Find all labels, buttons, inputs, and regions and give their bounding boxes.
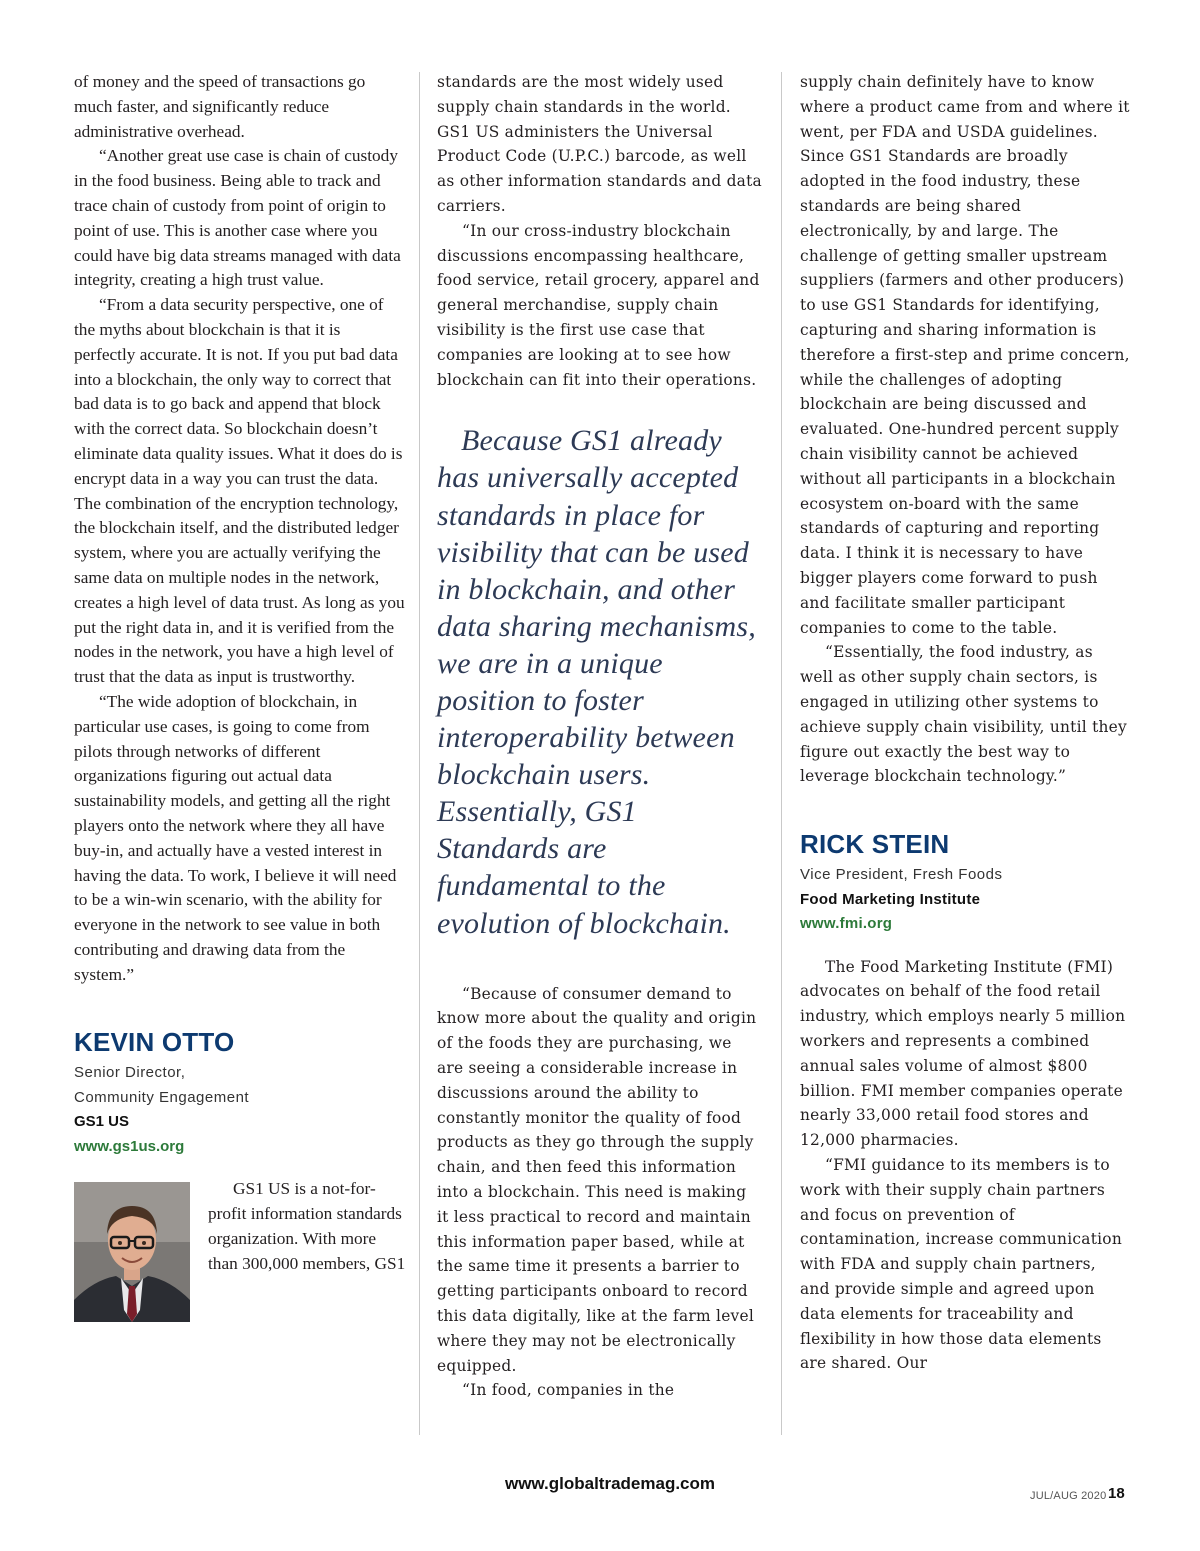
column-divider: [781, 72, 782, 1435]
body-paragraph: “Because of consumer demand to know more about the quality and origin of the foods they are purchasing, we are seeing a considerable increase in discussions around the ability to constantly monitor the quality of food products as they go through the supply chain, and then feed this information into a blockchain. This need is making it less practical to record and maintain this information paper based, while at the same time it presents a barrier to getting participants onboard to record this data digitally, like at the farm level where they may not be electronically equipped.: [437, 984, 757, 1375]
bio-text: “FMI guidance to its members is to work with their supply chain partners and focus on prevention of contamination, increase communication with FDA and supply chain partners, and provide simple and agreed upon data elements for traceability and flexibility in how those data elements are shared. Our: [800, 1155, 1122, 1373]
portrait-photo: [74, 1182, 190, 1322]
portrait-illustration: [74, 1182, 190, 1322]
profile-bio: [74, 1177, 406, 1276]
body-paragraph: “The wide adoption of blockchain, in particular use cases, is going to come from pilots through networks of different organizations figuring out actual data sustainability models, and getting all the right players onto the network where they all have buy-in, and actually have a vested interest in having the data. To work, I believe it will need to be a win-win scenario, with the ability for everyone in the network to see value in both contributing and drawing data from the system.”: [74, 691, 397, 984]
bio-text: The Food Marketing Institute (FMI) advocates on behalf of the food retail industry, which employs nearly 5 million workers and represents a combined annual sales volume of almost $800 billion. FMI member companies operate nearly 33,000 retail food stores and 12,000 pharmacies.: [800, 957, 1126, 1150]
profile-organization: GS1 US: [74, 1113, 130, 1131]
column-2: [437, 70, 763, 1403]
column-divider: [419, 72, 420, 1435]
body-paragraph: “In our cross-industry blockchain discussions encompassing healthcare, food service, retail grocery, apparel and general merchandise, supply chain visibility is the first use case that companies are looking at to see how blockchain can fit into their operations.: [437, 221, 760, 389]
body-paragraph: “In food, companies in the: [462, 1381, 675, 1400]
profile-name: RICK STEIN: [800, 829, 950, 860]
profile-title: Community Engagement: [74, 1088, 250, 1106]
bio-text: GS1 US is a not-for-profit information standards organization. With more than 300,000 members, GS1: [208, 1179, 406, 1273]
pull-quote: [437, 422, 763, 941]
body-paragraph: supply chain definitely have to know where a product came from and where it went, per FDA and USDA guidelines. Since GS1 Standards are broadly adopted in the food industry, these standards are being shared electronically, by and large. The challenge of getting smaller upstream suppliers (farmers and other producers) to use GS1 Standards for identifying, capturing and sharing information is therefore a first-step and prime concern, while the challenges of adopting blockchain are being discussed and evaluated. One-hundred percent supply chain visibility cannot be achieved without all participants in a blockchain ecosystem on-board with the same standards of capturing and reporting data. I think it is necessary to have bigger players come forward to push and facilitate smaller participant companies to come to the table.: [800, 73, 1130, 637]
body-paragraph: “Essentially, the food industry, as well as other supply chain sectors, is engaged in utilizing other systems to achieve supply chain visibility, until they figure out exactly the best way to leverage blockchain technology.”: [800, 643, 1127, 786]
body-paragraph: standards are the most widely used supply chain standards in the world. GS1 US administers the Universal Product Code (U.P.C.) barcode, as well as other information standards and data carriers.: [437, 73, 762, 215]
profile-title: Vice President, Fresh Foods: [800, 866, 1003, 884]
page-number: 18: [1108, 1485, 1125, 1502]
footer-website-link[interactable]: www.globaltrademag.com: [504, 1474, 716, 1493]
profile-bio: [800, 955, 1130, 1377]
profile-name: KEVIN OTTO: [74, 1027, 235, 1058]
profile-organization: Food Marketing Institute: [800, 890, 981, 908]
body-paragraph: “Another great use case is chain of custody in the food business. Being able to track and trace chain of custody from point of origin to point of use. This is another case where you could have big data streams managed with data integrity, creating a high trust value.: [74, 146, 401, 290]
issue-date: JUL/AUG 2020: [1030, 1490, 1107, 1502]
body-paragraph: “From a data security perspective, one of the myths about blockchain is that it is perfectly accurate. It is not. If you put bad data into a blockchain, the only way to correct that bad data is to go back and append that block with the correct data. So blockchain doesn’t eliminate data quality issues. What it does do is encrypt data in a way you can trust the data. The combination of the encryption technology, the blockchain itself, and the distributed ledger system, where you are actually verifying the same data on multiple nodes in the network, creates a high level of data trust. As long as you put the right data in, and it is verified from the nodes in the network, you have a high level of trust that the data as input is trustworthy.: [74, 295, 405, 687]
column-3: [800, 70, 1130, 1376]
pull-quote-text: Because GS1 already has universally accepted standards in place for visibility that can be used in blockchain, and other data sharing mechanisms, we are in a unique position to foster interoperability between blockchain users. Essentially, GS1 Standards are fundamental to the evolution of blockchain.: [437, 424, 756, 940]
profile-website-link[interactable]: www.fmi.org: [800, 915, 893, 933]
profile-title: Senior Director,: [74, 1064, 186, 1082]
body-paragraph: of money and the speed of transactions go much faster, and significantly reduce administrative overhead.: [74, 72, 366, 141]
profile-website-link[interactable]: www.gs1us.org: [74, 1137, 185, 1155]
column-1: [74, 70, 406, 1326]
